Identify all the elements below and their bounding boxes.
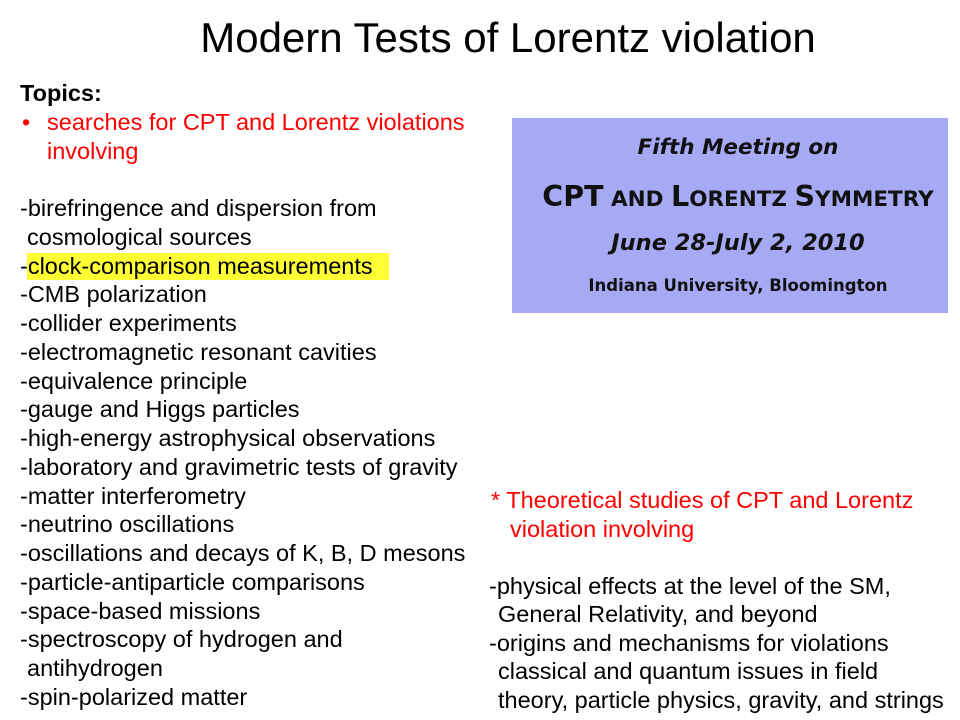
- topic-item-line: -clock-comparison measurements: [20, 252, 480, 281]
- topics-heading: Topics:: [20, 80, 102, 106]
- topic-item-line: -laboratory and gravimetric tests of gravity: [20, 453, 458, 480]
- topic-item-line: -space-based missions: [20, 597, 261, 624]
- banner-heading-word: AND: [611, 187, 664, 212]
- topic-item: [20, 482, 480, 511]
- topic-item-line: -high-energy astrophysical observations: [20, 425, 436, 451]
- bullet-text-line: searches for CPT and Lorentz violations: [47, 108, 465, 135]
- topic-item-highlighted: [20, 252, 480, 281]
- banner-heading-word: LORENTZ: [671, 180, 787, 213]
- topic-item-line: antihydrogen: [27, 655, 163, 681]
- banner-heading-word: CPT: [542, 180, 604, 213]
- theory-item-line: -origins and mechanisms for violations: [489, 629, 889, 656]
- topic-item-line: cosmological sources: [27, 223, 252, 250]
- topics-bullet-item: [20, 108, 480, 137]
- banner-meeting-line: Fifth Meeting on: [637, 135, 839, 160]
- spacer: [20, 165, 480, 194]
- topic-item: [20, 597, 480, 626]
- banner-venue: Indiana University, Bloomington: [588, 276, 888, 295]
- topic-item-line: -particle-antiparticle comparisons: [20, 568, 365, 595]
- topic-item-line: -electromagnetic resonant cavities: [20, 338, 377, 365]
- banner-dates: June 28-July 2, 2010: [611, 230, 865, 256]
- topic-item-line: -birefringence and dispersion from: [20, 195, 377, 221]
- theory-item-line: -physical effects at the level of the SM,: [489, 572, 891, 599]
- theory-item-line: classical and quantum issues in field: [498, 658, 879, 684]
- spacer: [489, 543, 959, 572]
- theory-intro-line: violation involving: [510, 515, 695, 542]
- theory-item: [489, 629, 959, 715]
- topic-item-line: -neutrino oscillations: [20, 511, 235, 538]
- topic-item-line: -oscillations and decays of K, B, D mesons: [20, 540, 466, 566]
- theory-intro-line: * Theoretical studies of CPT and Lorentz: [491, 487, 914, 513]
- topic-item-line: -spectroscopy of hydrogen and: [20, 626, 343, 653]
- topic-item: [20, 568, 480, 597]
- theory-column: [489, 486, 959, 714]
- topic-item: [20, 395, 480, 424]
- topics-column: [20, 79, 480, 712]
- conference-banner: [512, 118, 948, 313]
- topic-item: [20, 309, 480, 338]
- theory-item: [489, 572, 959, 629]
- topic-item: [20, 194, 480, 252]
- topic-item-line: -equivalence principle: [20, 367, 248, 394]
- topic-item-line: -spin-polarized matter: [20, 683, 248, 710]
- topic-item: [20, 453, 480, 482]
- topic-item-line: -matter interferometry: [20, 482, 246, 509]
- bullet-text-line: involving: [47, 137, 139, 164]
- topic-item: [20, 683, 480, 712]
- topic-item-line: -gauge and Higgs particles: [20, 396, 300, 423]
- theory-item-line: theory, particle physics, gravity, and strings: [498, 686, 944, 713]
- banner-heading: [528, 176, 948, 221]
- topic-item: [20, 510, 480, 539]
- topic-item: [20, 424, 480, 453]
- topic-item: [20, 625, 480, 683]
- topic-item: [20, 367, 480, 396]
- topic-item: [20, 280, 480, 309]
- topic-item-line: -CMB polarization: [20, 281, 207, 308]
- bullet-glyph: •: [22, 108, 31, 135]
- theory-item-line: General Relativity, and beyond: [498, 601, 818, 627]
- topic-item: [20, 338, 480, 367]
- banner-heading-word: SYMMETRY: [794, 180, 934, 213]
- slide-title: Modern Tests of Lorentz violation: [200, 14, 816, 61]
- topic-item: [20, 539, 480, 568]
- topic-item-line: -collider experiments: [20, 310, 237, 336]
